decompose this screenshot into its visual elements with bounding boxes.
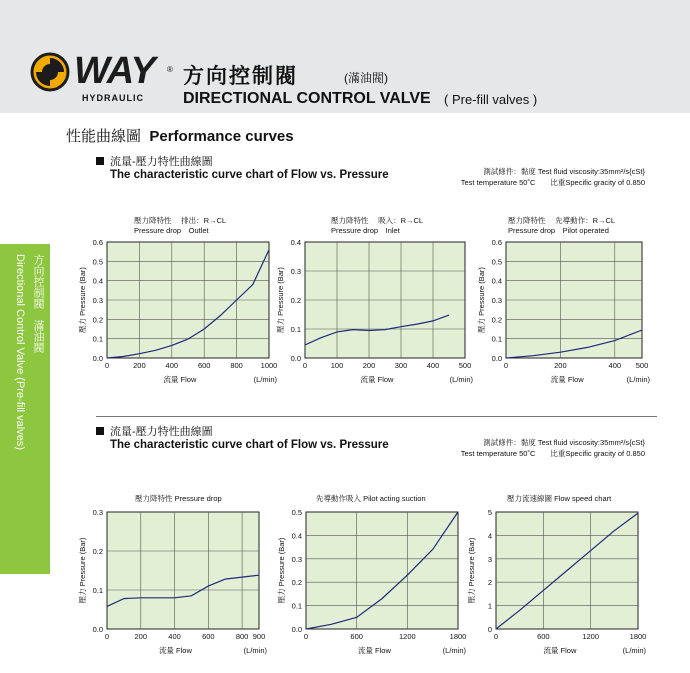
side-tab-chinese: 方向控制閥 滿油閥	[32, 254, 44, 353]
logo-text: WAY	[74, 50, 155, 92]
title-chinese-sub: (滿油閥)	[344, 71, 388, 85]
y-tick-label: 0.3	[491, 296, 502, 305]
x-axis-label: 流量 Flow	[163, 375, 197, 384]
chart-6-title: 壓力流速線圖 Flow speed chart	[507, 494, 612, 503]
x-axis-label: 流量 Flow	[357, 646, 391, 655]
y-tick-label: 0.2	[290, 296, 301, 305]
y-tick-label: 0.2	[491, 315, 502, 325]
y-tick-label: 3	[487, 554, 492, 564]
logo-subtitle: HYDRAULIC	[82, 93, 144, 103]
subsection-title-cn: 流量-壓力特性曲線圖	[110, 426, 213, 438]
x-tick-label: 1000	[260, 361, 278, 370]
y-tick-label: 0.1	[290, 325, 301, 334]
section-title-en: Performance curves	[149, 128, 294, 145]
x-tick-label: 400	[426, 361, 440, 370]
chart-4-title: 壓力降特性 Pressure drop	[135, 494, 222, 503]
subsection-title-en: The characteristic curve chart of Flow vs. Pressure	[110, 169, 389, 181]
x-tick-label: 1200	[582, 632, 600, 641]
chart-5-title: 先導動作吸入 Pilot acting suction	[316, 494, 426, 503]
y-tick-label: 0.4	[290, 238, 301, 247]
chart-flow-speed	[466, 508, 656, 659]
x-tick-label: 500	[635, 361, 649, 370]
x-axis-label: 流量 Flow	[543, 646, 577, 655]
y-tick-label: 4	[487, 531, 492, 541]
test-conditions-1	[461, 166, 645, 188]
square-bullet-icon	[96, 157, 104, 165]
chart-pressure-drop-pilot	[476, 238, 660, 388]
x-axis-unit: (L/min)	[243, 646, 267, 655]
y-tick-label: 0.4	[291, 531, 302, 541]
y-tick-label: 0.2	[92, 315, 103, 325]
test-conditions-2	[461, 437, 645, 459]
chart-3-title: 壓力降特性 先導動作：R→CL Pressure drop Pilot operated	[508, 216, 616, 235]
x-tick-label: 800	[230, 361, 243, 370]
test-condition-temperature: Test temperature 50˚C 比重Specific gracity of 0.850	[460, 178, 645, 187]
x-tick-label: 400	[168, 632, 181, 641]
y-tick-label: 0.0	[491, 354, 502, 363]
x-tick-label: 1800	[449, 632, 467, 641]
y-tick-label: 0	[487, 625, 492, 634]
y-tick-label: 0.0	[92, 354, 103, 363]
x-tick-label: 0	[303, 632, 309, 641]
x-tick-label: 200	[554, 361, 567, 370]
y-axis-label: 壓力 Pressure (Bar)	[277, 537, 286, 604]
chart-pressure-drop-outlet	[77, 238, 287, 388]
y-tick-label: 0.3	[92, 296, 103, 305]
y-tick-label: 0.6	[491, 238, 502, 247]
y-tick-label: 0.4	[491, 276, 502, 286]
subsection-1-title	[96, 156, 389, 182]
side-tab	[0, 244, 50, 574]
y-axis-label: 壓力 Pressure (Bar)	[78, 267, 87, 333]
x-tick-label: 0	[503, 361, 509, 370]
section-title-cn: 性能曲線圖	[66, 128, 142, 145]
section-divider	[96, 416, 657, 417]
x-tick-label: 200	[362, 361, 376, 370]
y-tick-label: 5	[487, 508, 492, 517]
chart-pressure-drop-inlet	[275, 238, 483, 388]
x-tick-label: 500	[458, 361, 472, 370]
x-axis-label: 流量 Flow	[158, 646, 192, 655]
x-axis-label: 流量 Flow	[550, 375, 584, 384]
y-axis-label: 壓力 Pressure (Bar)	[467, 537, 476, 604]
y-tick-label: 0.2	[92, 547, 103, 556]
x-tick-label: 400	[165, 361, 179, 370]
subsection-title-cn: 流量-壓力特性曲線圖	[110, 156, 213, 168]
y-tick-label: 0.3	[92, 508, 103, 517]
x-axis-unit: (L/min)	[442, 646, 466, 655]
subsection-title-en: The characteristic curve chart of Flow vs. Pressure	[110, 439, 389, 451]
x-axis-unit: (L/min)	[449, 375, 473, 384]
chart-pilot-acting-suction	[276, 508, 476, 659]
y-tick-label: 0.6	[92, 238, 103, 247]
chart-2-title: 壓力降特性 吸入：R→CL Pressure drop Inlet	[331, 216, 424, 235]
plot-area	[306, 512, 458, 629]
test-condition-viscosity: 測試條件：黏度 Test fluid viscosity:35mm²/s{cSt}	[483, 167, 645, 176]
square-bullet-icon	[96, 427, 104, 435]
x-tick-label: 600	[197, 361, 211, 370]
side-tab-english: Directional Control Valve (Pre-fill valves)	[14, 254, 26, 451]
x-tick-label: 0	[104, 632, 110, 641]
y-axis-label: 壓力 Pressure (Bar)	[276, 267, 285, 333]
x-tick-label: 0	[302, 361, 308, 370]
x-axis-unit: (L/min)	[253, 375, 277, 384]
logo-icon	[30, 52, 70, 97]
plot-area	[107, 512, 259, 629]
y-tick-label: 0.3	[290, 267, 301, 276]
y-tick-label: 0.4	[92, 276, 103, 286]
y-tick-label: 2	[487, 578, 492, 588]
x-tick-label: 200	[133, 361, 146, 370]
subsection-2-title	[96, 426, 389, 452]
title-english-sub: ( Pre-fill valves )	[444, 92, 538, 107]
x-tick-label: 600	[350, 632, 363, 641]
x-axis-unit: (L/min)	[626, 375, 650, 384]
y-tick-label: 0.0	[290, 354, 301, 363]
x-tick-label: 0	[493, 632, 499, 641]
x-tick-label: 400	[608, 361, 622, 370]
y-tick-label: 0.1	[491, 334, 502, 344]
test-condition-viscosity: 測試條件：黏度 Test fluid viscosity:35mm²/s{cSt}	[483, 438, 645, 447]
y-tick-label: 0.5	[491, 257, 502, 267]
x-tick-label: 800	[235, 632, 249, 641]
y-tick-label: 1	[487, 601, 492, 611]
y-tick-label: 0.0	[92, 625, 103, 634]
section-title	[66, 125, 294, 146]
test-condition-temperature: Test temperature 50˚C 比重Specific gracity of 0.850	[460, 449, 645, 458]
registered-mark: ®	[167, 65, 173, 74]
x-tick-label: 600	[202, 632, 215, 641]
x-tick-label: 300	[394, 361, 408, 370]
y-tick-label: 0.1	[92, 334, 103, 344]
x-axis-unit: (L/min)	[622, 646, 646, 655]
y-axis-label: 壓力 Pressure (Bar)	[78, 537, 87, 604]
y-tick-label: 0.2	[291, 578, 302, 588]
header-band	[0, 0, 690, 113]
y-tick-label: 0.5	[92, 257, 103, 267]
y-tick-label: 0.0	[291, 625, 302, 634]
x-tick-label: 600	[537, 632, 550, 641]
x-tick-label: 1800	[629, 632, 647, 641]
y-tick-label: 0.1	[291, 601, 302, 611]
x-tick-label: 100	[330, 361, 344, 370]
x-axis-label: 流量 Flow	[360, 375, 394, 384]
y-axis-label: 壓力 Pressure (Bar)	[477, 267, 486, 333]
x-tick-label: 200	[134, 632, 148, 641]
y-tick-label: 0.5	[291, 508, 302, 517]
x-tick-label: 1200	[398, 632, 416, 641]
title-chinese: 方向控制閥	[183, 65, 298, 88]
x-tick-label: 0	[104, 361, 110, 370]
title-english: DIRECTIONAL CONTROL VALVE	[183, 90, 431, 107]
y-tick-label: 0.3	[291, 554, 302, 564]
chart-1-title: 壓力降特性 排出：R→CL Pressure drop Outlet	[134, 216, 227, 235]
chart-pressure-drop	[77, 508, 277, 659]
y-tick-label: 0.1	[92, 586, 103, 595]
x-tick-label: 900	[252, 632, 266, 641]
